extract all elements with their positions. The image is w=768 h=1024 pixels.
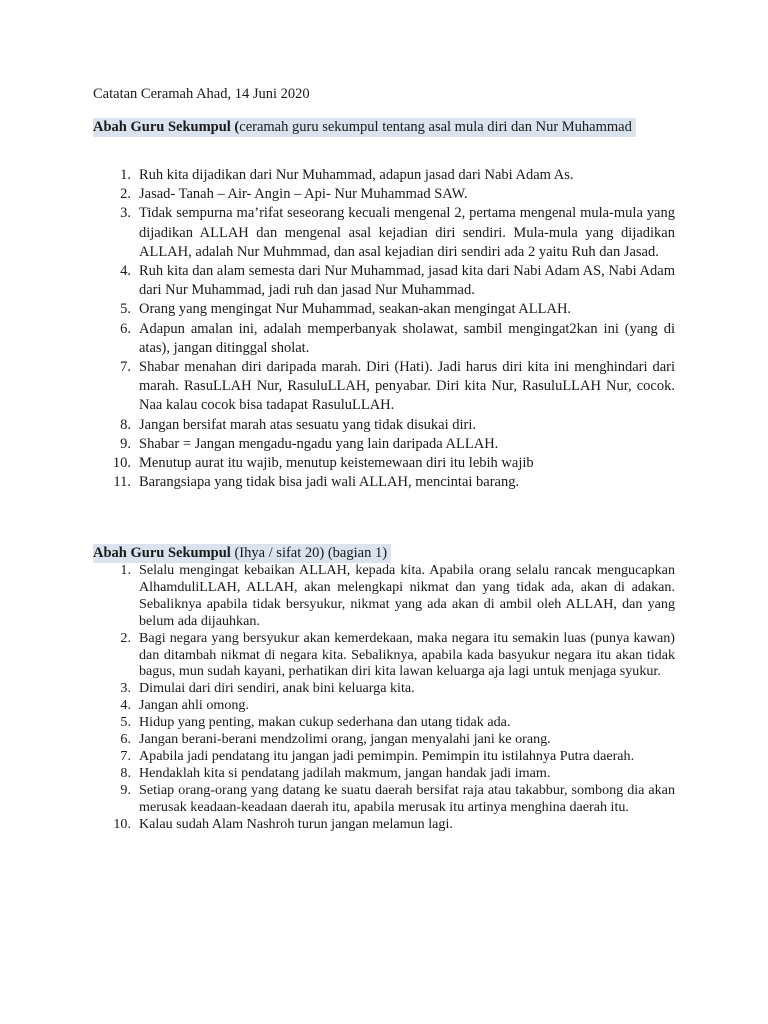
list-item	[112, 262, 675, 300]
list-item	[112, 204, 675, 262]
list-item-text: Shabar menahan diri daripada marah. Diri (Hati). Jadi harus diri kita ini menghindari dari marah. RasuLLAH Nur, RasuluLLAH, penyabar. Diri kita Nur, RasuluLLAH Nur, cocok. Naa kalau cocok bisa tadapat RasuluLLAH.	[139, 359, 675, 414]
list-item-number: 2.	[120, 629, 131, 646]
list-item	[112, 185, 675, 204]
list-item-text: Hendaklah kita si pendatang jadilah makmum, jangan handak jadi imam.	[139, 764, 551, 781]
list-item-number: 10.	[113, 815, 131, 832]
list-item-text: Jangan bersifat marah atas sesuatu yang tidak disukai diri.	[139, 416, 477, 433]
list-item	[112, 166, 675, 185]
list-item-number: 2.	[120, 186, 131, 203]
list-item	[112, 320, 675, 358]
list-item-number: 1.	[120, 562, 131, 578]
list-item-text: Barangsiapa yang tidak bisa jadi wali ALLAH, mencintai barang.	[139, 474, 520, 491]
list-item-text: Apabila jadi pendatang itu jangan jadi pemimpin. Pemimpin itu istilahnya Putra daerah.	[139, 747, 635, 764]
list-item-text: Setiap orang-orang yang datang ke suatu daerah bersifat raja atau takabbur, sombong dia akan merusak keadaan-keadaan daerah itu, apabila merusak itu artinya menghina daerah itu.	[139, 781, 675, 815]
list-item	[112, 454, 675, 473]
section-1-heading-rest: ceramah guru sekumpul tentang asal mula diri dan Nur Muhammad	[239, 119, 632, 135]
list-item-number: 8.	[120, 416, 131, 433]
list-item-number: 7.	[120, 359, 131, 376]
list-item-number: 4.	[120, 697, 131, 714]
list-item	[112, 630, 675, 681]
list-item-text: Adapun amalan ini, adalah memperbanyak sholawat, sambil mengingat2kan ini (yang di atas), jangan ditinggal sholat.	[139, 320, 675, 356]
list-item	[112, 731, 675, 748]
section-2-list	[112, 562, 675, 833]
list-item-text: Kalau sudah Alam Nashroh turun jangan melamun lagi.	[139, 815, 453, 832]
list-item	[112, 562, 675, 630]
list-item	[112, 416, 675, 435]
list-item-text: Jangan berani-berani mendzolimi orang, jangan menyalahi jani ke orang.	[139, 731, 551, 748]
list-item-number: 11.	[113, 474, 131, 491]
list-item-number: 9.	[120, 781, 131, 798]
list-item-number: 8.	[120, 764, 131, 781]
list-item-text: Menutup aurat itu wajib, menutup keistemewaan diri itu lebih wajib	[139, 455, 534, 472]
list-item	[112, 748, 675, 765]
section-2-heading-rest: (Ihya / sifat 20) (bagian 1)	[230, 545, 388, 561]
list-item-text: Hidup yang penting, makan cukup sederhana dan utang tidak ada.	[139, 714, 511, 731]
list-item-text: Orang yang mengingat Nur Muhammad, seakan-akan mengingat ALLAH.	[139, 301, 572, 318]
list-item-number: 9.	[120, 435, 131, 452]
list-item	[112, 816, 675, 833]
list-item-number: 5.	[120, 301, 131, 318]
section-1-heading-bold: Abah Guru Sekumpul (	[93, 119, 240, 135]
list-item-number: 10.	[112, 455, 131, 472]
list-item-text: Ruh kita dan alam semesta dari Nur Muhammad, jasad kita dari Nabi Adam AS, Nabi Adam dari Nur Muhammad, jadi ruh dan jasad Nur Muhammad.	[139, 263, 675, 299]
list-item	[112, 300, 675, 319]
list-item	[112, 473, 675, 492]
list-item-text: Ruh kita dijadikan dari Nur Muhammad, adapun jasad dari Nabi Adam As.	[139, 167, 574, 183]
section-2-heading	[93, 544, 391, 563]
list-item	[112, 765, 675, 782]
list-item	[112, 782, 675, 816]
list-item-text: Selalu mengingat kebaikan ALLAH, kepada kita. Apabila orang selalu rancak mengucapkan AlhamduliLLAH, ALLAH, akan melengkapi nikmat dan yang tidak ada, akan di adakan. Sebaliknya apabila tidak bersyukur, nikmat yang ada akan di ambil oleh ALLAH, dan yang belum ada dijauhkan.	[139, 562, 675, 629]
section-1-heading	[93, 118, 636, 137]
list-item-number: 7.	[120, 747, 131, 764]
list-item-text: Dimulai dari diri sendiri, anak bini keluarga kita.	[139, 680, 415, 697]
section-2-heading-bold: Abah Guru Sekumpul	[93, 545, 231, 561]
list-item-text: Jangan ahli omong.	[139, 697, 249, 714]
list-item	[112, 697, 675, 714]
list-item-number: 3.	[120, 205, 131, 222]
list-item	[112, 714, 675, 731]
list-item-number: 6.	[120, 320, 131, 337]
list-item-number: 3.	[120, 680, 131, 697]
list-item-number: 1.	[120, 167, 131, 183]
list-item-number: 5.	[120, 714, 131, 731]
list-item-text: Bagi negara yang bersyukur akan kemerdekaan, maka negara itu semakin luas (punya kawan) dan ditambah nikmat di negara kita. Sebaliknya, apabila kada basyukur negara itu akan tidak bagus, mun sudah kayani, perhatikan diri kita lawan keluarga aja lagi untuk menjaga syukur.	[139, 629, 675, 680]
section-1-list	[112, 166, 675, 492]
list-item	[112, 358, 675, 416]
list-item	[112, 680, 675, 697]
list-item-number: 6.	[120, 731, 131, 748]
document-title: Catatan Ceramah Ahad, 14 Juni 2020	[93, 86, 310, 102]
list-item-number: 4.	[120, 263, 131, 280]
list-item-text: Tidak sempurna ma’rifat seseorang kecuali mengenal 2, pertama mengenal mula-mula yang dijadikan ALLAH dan mengenal asal kejadian diri sendiri. Mula-mula yang dijadikan ALLAH, adalah Nur Muhmmad, dan asal kejadian diri sendiri ada 2 yaitu Ruh dan Jasad.	[139, 205, 675, 260]
list-item-text: Shabar = Jangan mengadu-ngadu yang lain daripada ALLAH.	[139, 435, 499, 452]
list-item-text: Jasad- Tanah – Air- Angin – Api- Nur Muhammad SAW.	[139, 186, 468, 203]
list-item	[112, 435, 675, 454]
